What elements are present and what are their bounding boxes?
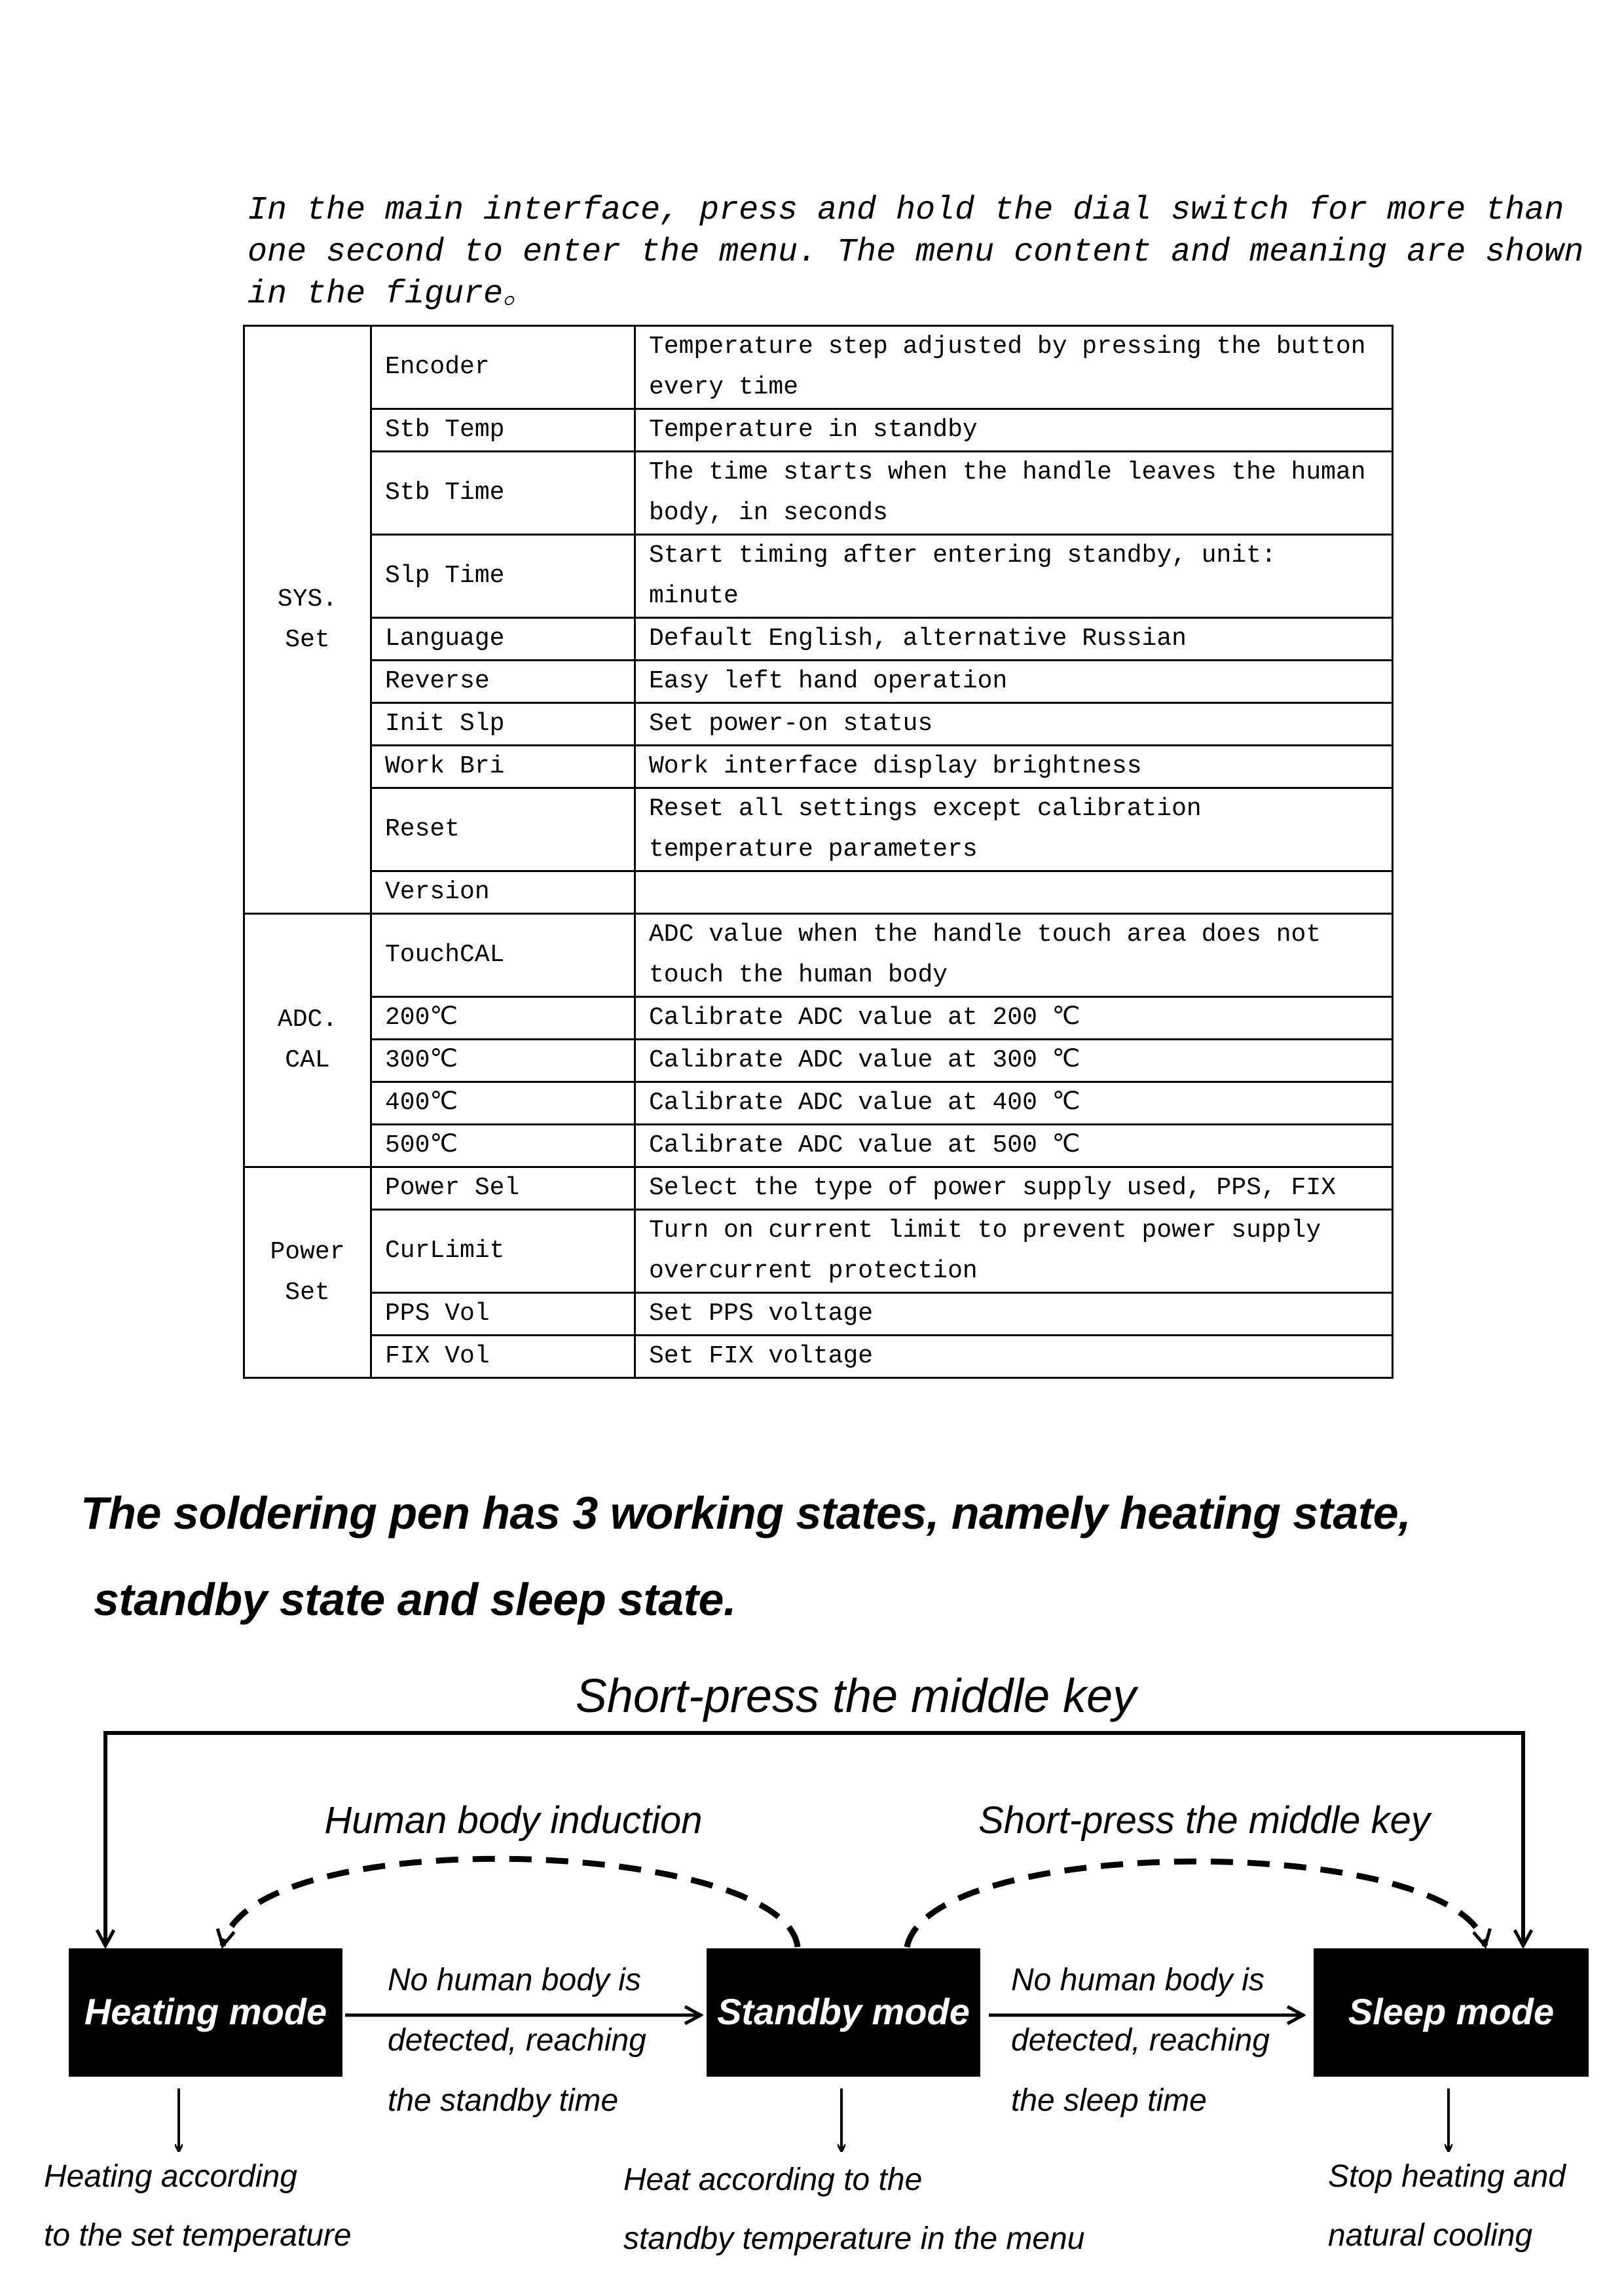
- description-line: Set PPS voltage: [649, 1300, 874, 1328]
- description-line: Calibrate ADC value at 400 ℃: [649, 1089, 1080, 1117]
- group-label-line: CAL: [285, 1046, 330, 1074]
- menu-item-name: Stb Temp: [371, 409, 635, 452]
- menu-item-description: [635, 618, 1393, 661]
- menu-item-name: Init Slp: [371, 703, 635, 746]
- menu-item-description: [635, 409, 1393, 452]
- table-row: [244, 618, 1393, 661]
- description-line: ADC value when the handle touch area does not: [649, 920, 1321, 949]
- menu-item-name: 400℃: [371, 1082, 635, 1125]
- group-label-line: Power: [270, 1237, 345, 1266]
- description-line: Easy left hand operation: [649, 667, 1008, 695]
- menu-item-name: Reset: [371, 788, 635, 871]
- description-line: touch the human body: [649, 961, 948, 989]
- description-line: Turn on current limit to prevent power supply: [649, 1216, 1321, 1245]
- menu-table: [243, 325, 1393, 1379]
- description-line: Calibrate ADC value at 300 ℃: [649, 1046, 1080, 1074]
- group-label: [244, 1167, 371, 1378]
- menu-item-name: Stb Time: [371, 452, 635, 535]
- description-line: temperature parameters: [649, 835, 978, 864]
- menu-item-name: 200℃: [371, 997, 635, 1040]
- table-row: [244, 703, 1393, 746]
- result-line: Heating according: [44, 2159, 297, 2194]
- menu-item-description: [635, 535, 1393, 618]
- menu-item-description: [635, 1082, 1393, 1125]
- human-body-induction-arc: [223, 1859, 798, 1947]
- heading-line: The soldering pen has 3 working states, namely heating state,: [81, 1487, 1411, 1539]
- menu-item-description: [635, 452, 1393, 535]
- menu-item-description: [635, 1040, 1393, 1082]
- group-label-line: Set: [285, 625, 330, 654]
- menu-item-description: [635, 1167, 1393, 1210]
- description-line: Calibrate ADC value at 200 ℃: [649, 1004, 1080, 1032]
- table-row: [244, 535, 1393, 618]
- heading-line: standby state and sleep state.: [94, 1574, 736, 1625]
- table-row: [244, 1040, 1393, 1082]
- menu-item-name: 500℃: [371, 1125, 635, 1167]
- arc-left-label: Human body induction: [324, 1799, 703, 1842]
- menu-item-description: [635, 746, 1393, 788]
- menu-item-description: [635, 326, 1393, 409]
- menu-item-name: Power Sel: [371, 1167, 635, 1210]
- table-row: [244, 871, 1393, 914]
- description-line: overcurrent protection: [649, 1257, 978, 1285]
- result-line: natural cooling: [1328, 2218, 1533, 2253]
- menu-item-name: Slp Time: [371, 535, 635, 618]
- arc-right-label: Short-press the middle key: [978, 1799, 1430, 1842]
- intro-line: one second to enter the menu. The menu content and meaning are shown: [248, 234, 1584, 271]
- description-line: Select the type of power supply used, PPS, FIX: [649, 1174, 1336, 1202]
- intro-line: In the main interface, press and hold the dial switch for more than: [248, 192, 1564, 229]
- standby-mode-label: Standby mode: [717, 1991, 970, 2032]
- description-line: every time: [649, 373, 799, 401]
- menu-item-description: [635, 1125, 1393, 1167]
- menu-item-description: [635, 1336, 1393, 1378]
- result-line: to the set temperature: [44, 2218, 352, 2253]
- state-diagram: [0, 1637, 1624, 2296]
- table-row: [244, 1082, 1393, 1125]
- description-line: Set power-on status: [649, 710, 933, 738]
- menu-item-name: PPS Vol: [371, 1293, 635, 1336]
- menu-item-name: 300℃: [371, 1040, 635, 1082]
- menu-item-description: [635, 661, 1393, 703]
- menu-item-name: TouchCAL: [371, 914, 635, 997]
- menu-item-description: [635, 788, 1393, 871]
- table-row: [244, 326, 1393, 409]
- description-line: [649, 892, 1378, 893]
- table-row: [244, 1167, 1393, 1210]
- description-line: body, in seconds: [649, 499, 888, 527]
- description-line: Reset all settings except calibration: [649, 795, 1202, 823]
- description-line: Default English, alternative Russian: [649, 625, 1187, 653]
- description-line: Temperature step adjusted by pressing the button: [649, 333, 1366, 361]
- table-row: [244, 914, 1393, 997]
- group-label-line: ADC.: [277, 1006, 338, 1034]
- group-label: [244, 326, 371, 914]
- transition-line: the sleep time: [1011, 2083, 1207, 2118]
- top-loop-label: Short-press the middle key: [575, 1670, 1137, 1722]
- group-label-line: Set: [285, 1278, 330, 1307]
- description-line: Calibrate ADC value at 500 ℃: [649, 1131, 1080, 1159]
- table-row: [244, 1336, 1393, 1378]
- description-line: Start timing after entering standby, unit:: [649, 541, 1276, 570]
- result-line: Stop heating and: [1328, 2159, 1566, 2194]
- menu-item-description: [635, 703, 1393, 746]
- table-row: [244, 409, 1393, 452]
- menu-item-description: [635, 1293, 1393, 1336]
- description-line: Work interface display brightness: [649, 752, 1142, 780]
- menu-item-name: Encoder: [371, 326, 635, 409]
- table-row: [244, 1210, 1393, 1293]
- result-line: standby temperature in the menu: [623, 2221, 1085, 2256]
- menu-item-description: [635, 914, 1393, 997]
- table-row: [244, 452, 1393, 535]
- transition-line: No human body is: [388, 1963, 641, 1997]
- menu-item-name: CurLimit: [371, 1210, 635, 1293]
- transition-line: detected, reaching: [1011, 2023, 1270, 2058]
- description-line: Set FIX voltage: [649, 1342, 874, 1370]
- table-row: [244, 788, 1393, 871]
- table-row: [244, 746, 1393, 788]
- states-heading: [81, 1470, 1411, 1643]
- menu-item-name: Language: [371, 618, 635, 661]
- group-label: [244, 914, 371, 1167]
- menu-item-name: FIX Vol: [371, 1336, 635, 1378]
- heating-mode-label: Heating mode: [84, 1991, 327, 2032]
- table-row: [244, 1293, 1393, 1336]
- intro-line: in the figure。: [248, 276, 536, 313]
- menu-item-name: Reverse: [371, 661, 635, 703]
- table-row: [244, 661, 1393, 703]
- transition-line: the standby time: [388, 2083, 619, 2118]
- result-line: Heat according to the: [623, 2162, 923, 2197]
- transition-line: detected, reaching: [388, 2023, 646, 2058]
- intro-paragraph: [248, 190, 1584, 316]
- description-line: minute: [649, 582, 739, 610]
- menu-item-description: [635, 1210, 1393, 1293]
- menu-item-name: Work Bri: [371, 746, 635, 788]
- sleep-mode-label: Sleep mode: [1348, 1991, 1555, 2032]
- group-label-line: SYS.: [277, 585, 338, 613]
- table-row: [244, 997, 1393, 1040]
- transition-line: No human body is: [1011, 1963, 1264, 1997]
- menu-item-description: [635, 997, 1393, 1040]
- description-line: The time starts when the handle leaves the human: [649, 458, 1366, 486]
- menu-item-description: [635, 871, 1393, 914]
- menu-item-name: Version: [371, 871, 635, 914]
- table-row: [244, 1125, 1393, 1167]
- description-line: Temperature in standby: [649, 416, 978, 444]
- short-press-arc: [907, 1861, 1485, 1947]
